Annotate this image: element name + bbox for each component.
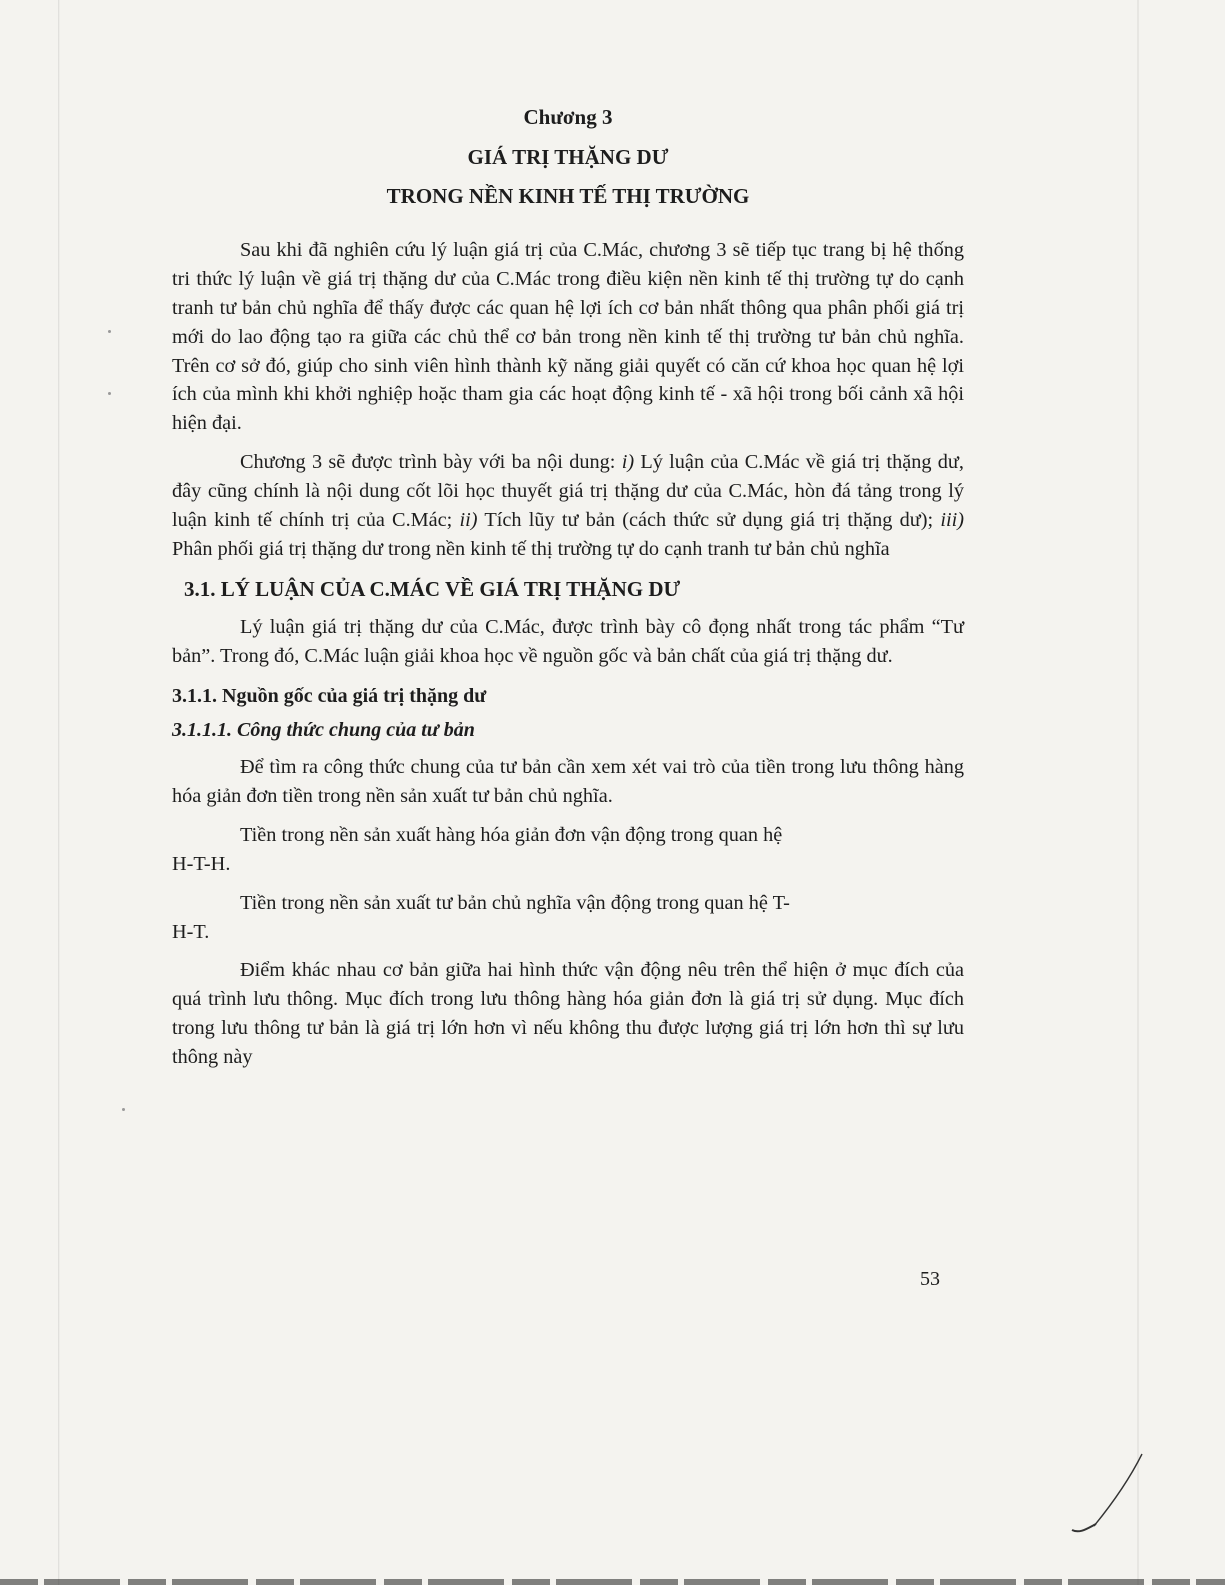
intro-paragraph-1: Sau khi đã nghiên cứu lý luận giá trị của C.Mác, chương 3 sẽ tiếp tục trang bị hệ thống tri thức lý luận về giá trị thặng dư của C.Mác trong điều kiện nền kinh tế thị trường tự do cạnh tranh tư bản chủ nghĩa để thấy được các quan hệ lợi ích cơ bản nhất thông qua phân phối giá trị mới do lao động tạo ra giữa các chủ thể cơ bản trong nền kinh tế thị trường tư bản chủ nghĩa. Trên cơ sở đó, giúp cho sinh viên hình thành kỹ năng giải quyết có căn cứ khoa học quan hệ lợi ích của mình khi khởi nghiệp hoặc tham gia các hoạt động kinh tế - xã hội trong bối cảnh xã hội hiện đại. — [172, 238, 964, 435]
paragraph-formula-intro: Để tìm ra công thức chung của tư bản cần xem xét vai trò của tiền trong lưu thông hàng hóa giản đơn tiền trong nền sản xuất tư bản chủ nghĩa. — [172, 755, 964, 807]
formula-h-t-h: H-T-H. — [172, 852, 231, 875]
subsubsection-heading: 3.1.1.1. Công thức chung của tư bản — [172, 718, 475, 741]
intro-paragraph-2-text: Phân phối giá trị thặng dư trong nền kinh tế thị trường tự do cạnh tranh tư bản chủ nghĩa — [172, 537, 890, 560]
list-marker-i: i) — [621, 451, 635, 474]
scan-right-edge — [1137, 0, 1139, 1585]
chapter-title-line-1: GIÁ TRỊ THẶNG DƯ — [467, 145, 669, 170]
paragraph-text: Tiền trong nền sản xuất tư bản chủ nghĩa vận động trong quan hệ T- — [240, 891, 790, 914]
chapter-label: Chương 3 — [523, 105, 613, 129]
page-number: 53 — [920, 1268, 940, 1290]
list-marker-iii: iii) — [940, 509, 964, 532]
subsection-heading: 3.1.1. Nguồn gốc của giá trị thặng dư — [172, 684, 487, 707]
scan-speck — [122, 1108, 125, 1111]
intro-paragraph-2 — [172, 448, 964, 564]
intro-paragraph-2-text: Lý luận của C.Mác về giá trị thặng dư, đây cũng chính là nội dung cốt lõi học thuyết giá trị thặng dư của C.Mác, hòn đá tảng trong lý luận kinh tế chính trị của C.Mác; — [172, 451, 964, 532]
paragraph-difference: Điểm khác nhau cơ bản giữa hai hình thức vận động nêu trên thể hiện ở mục đích của quá trình lưu thông. Mục đích trong lưu thông hàng hóa giản đơn là giá trị sử dụng. Mục đích trong lưu thông tư bản là giá trị lớn hơn vì nếu không thu được lượng giá trị lớn hơn thì sự lưu thông này — [172, 959, 964, 1069]
section-paragraph: Lý luận giá trị thặng dư của C.Mác, được trình bày cô đọng nhất trong tác phẩm “Tư bản”. Trong đó, C.Mác luận giải khoa học về nguồn gốc và bản chất của giá trị thặng dư. — [172, 616, 964, 668]
chapter-title-line-2: TRONG NỀN KINH TẾ THỊ TRƯỜNG — [386, 183, 750, 208]
paragraph-simple-circulation — [172, 821, 964, 879]
scan-speck — [108, 392, 111, 395]
list-marker-ii: ii) — [459, 509, 478, 532]
paragraph-text: Tiền trong nền sản xuất hàng hóa giản đơn vận động trong quan hệ — [240, 823, 783, 846]
intro-paragraph-2-text: Chương 3 sẽ được trình bày với ba nội dung: — [240, 451, 622, 474]
pen-stroke-mark — [1060, 1450, 1150, 1540]
scan-speck — [108, 330, 111, 333]
document-body — [172, 104, 964, 1072]
scan-bottom-edge — [0, 1579, 1225, 1585]
section-heading: 3.1. LÝ LUẬN CỦA C.MÁC VỀ GIÁ TRỊ THẶNG DƯ — [184, 576, 681, 601]
intro-paragraph-2-text: Tích lũy tư bản (cách thức sử dụng giá trị thặng dư); — [477, 509, 941, 532]
scan-left-edge — [58, 0, 60, 1585]
paragraph-capital-circulation — [172, 889, 964, 947]
formula-t-h-t: H-T. — [172, 920, 210, 943]
